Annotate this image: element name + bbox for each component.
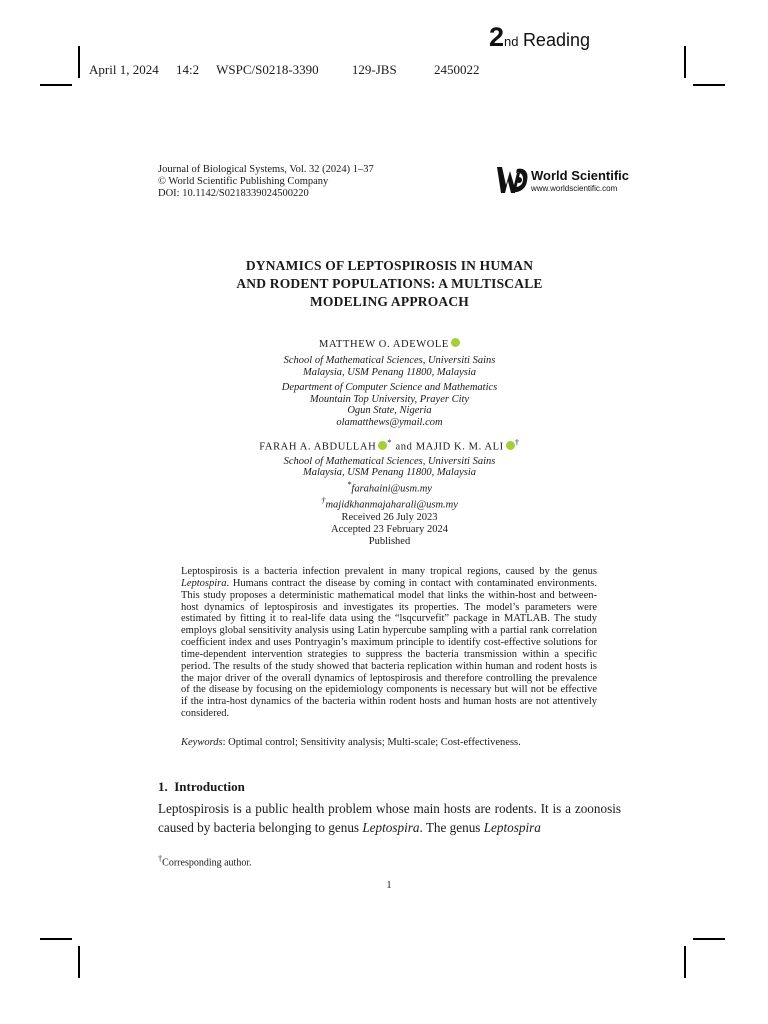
affiliation-line: Malaysia, USM Penang 11800, Malaysia [302, 467, 477, 478]
title-line: AND RODENT POPULATIONS: A MULTISCALE [236, 276, 543, 291]
journal-copyright: © World Scientific Publishing Company [158, 176, 329, 187]
keywords [181, 737, 521, 748]
crop-mark [684, 46, 686, 78]
publisher-name: World Scientific [531, 168, 629, 183]
author-name-text: FARAH A. ABDULLAH [259, 441, 377, 453]
section-heading [158, 779, 245, 795]
body-italic: Leptospira [483, 820, 541, 835]
abstract [181, 566, 597, 720]
reading-word: Reading [522, 30, 590, 50]
published-date: Published [368, 536, 411, 547]
author-names [158, 437, 621, 453]
reading-number: 2 [488, 22, 505, 52]
header-paper-id: 2450022 [433, 62, 480, 77]
affiliation [158, 382, 621, 428]
crop-mark [78, 946, 80, 978]
header-journal-code: 129-JBS [351, 62, 397, 77]
crop-mark [693, 84, 725, 86]
abstract-text: Leptospirosis is a bacteria infection prevalent in many tropical regions, caused by the genus [181, 566, 597, 577]
orcid-icon[interactable] [378, 441, 387, 450]
orcid-icon[interactable] [451, 338, 460, 347]
affiliation-line: Mountain Top University, Prayer City [309, 393, 470, 405]
footnote-mark: * [347, 478, 352, 489]
affiliation-line: School of Mathematical Sciences, Universiti Sains [283, 355, 496, 366]
keywords-text: : Optimal control; Sensitivity analysis; Multi-scale; Cost-effectiveness. [222, 737, 521, 748]
accepted-date: Accepted 23 February 2024 [331, 524, 448, 535]
crop-mark [78, 46, 80, 78]
author-name-text: MAJID K. M. ALI [415, 441, 504, 453]
author-block-1 [158, 338, 621, 428]
publisher-url: www.worldscientific.com [531, 184, 618, 193]
publication-dates [158, 512, 621, 548]
footnote-text: Corresponding author. [162, 857, 252, 869]
body-text: . The genus [419, 820, 484, 835]
body-paragraph [158, 799, 621, 837]
author-email[interactable]: olamatthews@ymail.com [336, 416, 443, 428]
footnote-mark: * [387, 437, 393, 447]
author-name-text: MATTHEW O. ADEWOLE [319, 339, 449, 350]
print-header [89, 62, 493, 78]
title-line: MODELING APPROACH [309, 294, 470, 309]
footnote-mark: † [158, 854, 163, 863]
crop-mark [40, 938, 72, 940]
world-scientific-logo-icon [497, 165, 529, 195]
reading-badge [489, 22, 590, 53]
section-title: Introduction [174, 779, 245, 794]
section-number: 1. [158, 779, 168, 794]
header-date: April 1, 2024 [89, 62, 159, 77]
paper-title [158, 257, 621, 311]
footnote [158, 854, 252, 868]
received-date: Received 26 July 2023 [341, 512, 438, 523]
title-line: DYNAMICS OF LEPTOSPIROSIS IN HUMAN [245, 258, 534, 273]
author-email-line [158, 479, 621, 495]
crop-mark [40, 84, 72, 86]
affiliation-line: School of Mathematical Sciences, Universiti Sains [283, 455, 496, 467]
journal-doi: DOI: 10.1142/S0218339024500220 [158, 188, 309, 199]
affiliation [158, 355, 621, 378]
crop-mark [684, 946, 686, 978]
author-name [158, 338, 621, 350]
affiliation-line: Malaysia, USM Penang 11800, Malaysia [302, 366, 477, 378]
journal-citation: Journal of Biological Systems, Vol. 32 (2024) 1–37 [158, 164, 374, 175]
abstract-text: . Humans contract the disease by coming in contact with contaminated environments. This study proposes a deterministic mathematical model that links the within-host and between-host dynamics of leptospirosis and investigates its properties. The model’s parameters were estimated by fitting it to real-life data using the “lsqcurvefit” package in MATLAB. The study employs global sensitivity analysis using Latin hypercube sampling with a partial rank correlation coefficient index and uses Pontryagin’s maximum principle to identify cost-effective solutions for time-dependent intervention strategies to suppress the bacteria transmission within a specific period. The results of the study showed that bacteria replication within human and rodent hosts is the major driver of the overall dynamics of leptospirosis and therefore controlling the prevalence of the disease by focusing on the epidemiology components is necessary but will not be effective if the intra-host dynamics of the bacteria within rodent hosts and human hosts are not attentively considered. [181, 577, 597, 720]
affiliation-line: Department of Computer Science and Mathematics [281, 382, 498, 393]
affiliation-line: Ogun State, Nigeria [347, 405, 432, 416]
author-email-line [158, 495, 621, 511]
journal-info [158, 164, 374, 200]
publisher-logo [497, 165, 627, 195]
body-italic: Leptospira [362, 820, 420, 835]
abstract-genus: Leptospira [181, 577, 227, 589]
header-code: WSPC/S0218-3390 [216, 62, 319, 77]
author-email[interactable]: farahaini@usm.my [351, 483, 432, 494]
crop-mark [693, 938, 725, 940]
body-text: Leptospirosis is a public health problem whose main hosts are rodents. It is a zoonosis caused by bacteria belonging to genus [158, 801, 621, 835]
author-email[interactable]: majidkhanmajaharali@usm.my [325, 499, 458, 510]
header-time: 14:2 [175, 62, 200, 77]
affiliation [158, 456, 621, 511]
footnote-mark: † [514, 437, 520, 447]
footnote-mark: † [321, 494, 326, 505]
author-block-2 [158, 437, 621, 511]
orcid-icon[interactable] [506, 441, 515, 450]
page-number: 1 [386, 880, 392, 891]
reading-suffix: nd [504, 34, 519, 49]
author-conjunction: and [395, 441, 413, 453]
keywords-label: Keywords [181, 737, 223, 748]
